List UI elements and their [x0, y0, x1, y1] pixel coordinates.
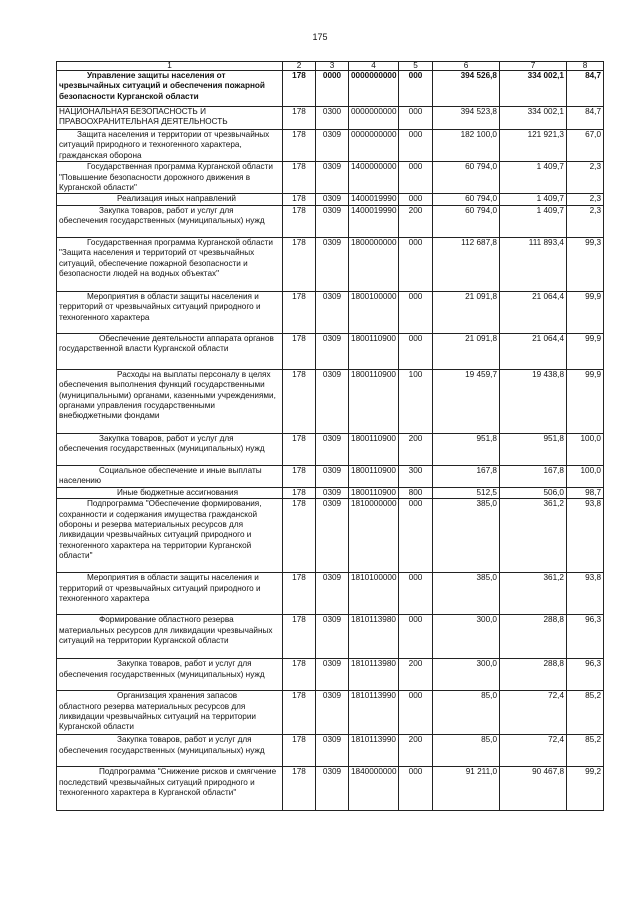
planned-amount: 60 794,0	[433, 194, 500, 205]
table-row	[57, 767, 604, 811]
executed-amount: 288,8	[500, 615, 567, 659]
execution-percent: 2,3	[567, 205, 604, 237]
execution-percent: 2,3	[567, 194, 604, 205]
section-code: 0309	[316, 573, 349, 615]
table-row	[57, 194, 604, 205]
executed-amount: 72,4	[500, 735, 567, 767]
table-row	[57, 237, 604, 291]
executed-amount: 72,4	[500, 691, 567, 735]
target-code: 0000000000	[349, 71, 399, 107]
section-code: 0309	[316, 767, 349, 811]
target-code: 1400019990	[349, 194, 399, 205]
item-name: Закупка товаров, работ и услуг для обеспечения государственных (муниципальных) нужд	[57, 205, 283, 237]
item-name: Закупка товаров, работ и услуг для обеспечения государственных (муниципальных) нужд	[57, 433, 283, 465]
target-code: 1840000000	[349, 767, 399, 811]
executed-amount: 1 409,7	[500, 194, 567, 205]
admin-code: 178	[283, 487, 316, 498]
execution-percent: 85,2	[567, 735, 604, 767]
execution-percent: 84,7	[567, 71, 604, 107]
item-name: Реализация иных направлений	[57, 194, 283, 205]
executed-amount: 361,2	[500, 573, 567, 615]
expense-type: 000	[399, 71, 433, 107]
expense-type: 200	[399, 659, 433, 691]
table-row	[57, 465, 604, 487]
column-header: 2	[283, 62, 316, 71]
table-row	[57, 573, 604, 615]
executed-amount: 1 409,7	[500, 205, 567, 237]
execution-percent: 100,0	[567, 465, 604, 487]
target-code: 1800110900	[349, 433, 399, 465]
target-code: 1800000000	[349, 237, 399, 291]
target-code: 1810100000	[349, 573, 399, 615]
item-name: Социальное обеспечение и иные выплаты населению	[57, 465, 283, 487]
planned-amount: 951,8	[433, 433, 500, 465]
admin-code: 178	[283, 767, 316, 811]
section-code: 0309	[316, 735, 349, 767]
admin-code: 178	[283, 205, 316, 237]
target-code: 1800110900	[349, 487, 399, 498]
planned-amount: 300,0	[433, 659, 500, 691]
expense-type: 200	[399, 433, 433, 465]
item-name: Государственная программа Курганской области "Повышение безопасности дорожного движения в Курганской области"	[57, 162, 283, 194]
table-row	[57, 130, 604, 162]
target-code: 1810113990	[349, 691, 399, 735]
column-header: 6	[433, 62, 500, 71]
executed-amount: 361,2	[500, 499, 567, 573]
planned-amount: 19 459,7	[433, 369, 500, 433]
expense-type: 000	[399, 162, 433, 194]
execution-percent: 99,9	[567, 369, 604, 433]
planned-amount: 21 091,8	[433, 291, 500, 333]
budget-table	[56, 61, 604, 811]
item-name: НАЦИОНАЛЬНАЯ БЕЗОПАСНОСТЬ И ПРАВООХРАНИТЕЛЬНАЯ ДЕЯТЕЛЬНОСТЬ	[57, 107, 283, 130]
admin-code: 178	[283, 499, 316, 573]
table-row	[57, 659, 604, 691]
admin-code: 178	[283, 615, 316, 659]
expense-type: 000	[399, 237, 433, 291]
section-code: 0309	[316, 487, 349, 498]
table-row	[57, 369, 604, 433]
execution-percent: 96,3	[567, 615, 604, 659]
item-name: Обеспечение деятельности аппарата органов государственной власти Курганской области	[57, 333, 283, 369]
item-name: Закупка товаров, работ и услуг для обеспечения государственных (муниципальных) нужд	[57, 735, 283, 767]
execution-percent: 93,8	[567, 499, 604, 573]
table-row	[57, 433, 604, 465]
target-code: 1800100000	[349, 291, 399, 333]
planned-amount: 85,0	[433, 735, 500, 767]
table-row	[57, 333, 604, 369]
expense-type: 000	[399, 130, 433, 162]
target-code: 1800110900	[349, 465, 399, 487]
expense-type: 000	[399, 767, 433, 811]
section-code: 0309	[316, 205, 349, 237]
target-code: 1400019990	[349, 205, 399, 237]
item-name: Государственная программа Курганской области "Защита населения и территорий от чрезвычайных ситуаций, обеспечение пожарной безопасности и безопасности людей на водных объектах"	[57, 237, 283, 291]
admin-code: 178	[283, 237, 316, 291]
planned-amount: 385,0	[433, 499, 500, 573]
execution-percent: 99,2	[567, 767, 604, 811]
column-header: 5	[399, 62, 433, 71]
admin-code: 178	[283, 107, 316, 130]
execution-percent: 99,9	[567, 291, 604, 333]
target-code: 1810113990	[349, 735, 399, 767]
section-code: 0309	[316, 369, 349, 433]
expense-type: 000	[399, 691, 433, 735]
column-header: 3	[316, 62, 349, 71]
executed-amount: 21 064,4	[500, 291, 567, 333]
section-code: 0309	[316, 615, 349, 659]
executed-amount: 19 438,8	[500, 369, 567, 433]
executed-amount: 121 921,3	[500, 130, 567, 162]
section-code: 0309	[316, 291, 349, 333]
admin-code: 178	[283, 291, 316, 333]
planned-amount: 300,0	[433, 615, 500, 659]
table-row	[57, 487, 604, 498]
table-row	[57, 205, 604, 237]
execution-percent: 93,8	[567, 573, 604, 615]
section-code: 0309	[316, 499, 349, 573]
target-code: 1800110900	[349, 333, 399, 369]
target-code: 1800110900	[349, 369, 399, 433]
admin-code: 178	[283, 735, 316, 767]
column-number-row	[57, 62, 604, 71]
planned-amount: 394 523,8	[433, 107, 500, 130]
expense-type: 300	[399, 465, 433, 487]
planned-amount: 112 687,8	[433, 237, 500, 291]
executed-amount: 167,8	[500, 465, 567, 487]
expense-type: 000	[399, 333, 433, 369]
item-name: Подпрограмма "Снижение рисков и смягчение последствий чрезвычайных ситуаций природного и техногенного характера в Курганской области"	[57, 767, 283, 811]
admin-code: 178	[283, 691, 316, 735]
table-row	[57, 615, 604, 659]
item-name: Управление защиты населения от чрезвычайных ситуаций и обеспечения пожарной безопасности Курганской области	[57, 71, 283, 107]
execution-percent: 85,2	[567, 691, 604, 735]
expense-type: 000	[399, 107, 433, 130]
table-row	[57, 71, 604, 107]
column-header: 7	[500, 62, 567, 71]
section-code: 0309	[316, 691, 349, 735]
table-row	[57, 291, 604, 333]
item-name: Иные бюджетные ассигнования	[57, 487, 283, 498]
column-header: 8	[567, 62, 604, 71]
planned-amount: 512,5	[433, 487, 500, 498]
expense-type: 200	[399, 735, 433, 767]
admin-code: 178	[283, 162, 316, 194]
execution-percent: 99,9	[567, 333, 604, 369]
expense-type: 000	[399, 573, 433, 615]
expense-type: 000	[399, 615, 433, 659]
section-code: 0300	[316, 107, 349, 130]
target-code: 1400000000	[349, 162, 399, 194]
item-name: Защита населения и территории от чрезвычайных ситуаций природного и техногенного характера, гражданская оборона	[57, 130, 283, 162]
execution-percent: 100,0	[567, 433, 604, 465]
section-code: 0309	[316, 433, 349, 465]
section-code: 0309	[316, 333, 349, 369]
planned-amount: 182 100,0	[433, 130, 500, 162]
admin-code: 178	[283, 130, 316, 162]
execution-percent: 96,3	[567, 659, 604, 691]
admin-code: 178	[283, 465, 316, 487]
executed-amount: 334 002,1	[500, 71, 567, 107]
table-row	[57, 107, 604, 130]
execution-percent: 99,3	[567, 237, 604, 291]
section-code: 0309	[316, 130, 349, 162]
planned-amount: 91 211,0	[433, 767, 500, 811]
executed-amount: 334 002,1	[500, 107, 567, 130]
item-name: Организация хранения запасов областного резерва материальных ресурсов для ликвидации чрезвычайных ситуаций на территории Курганской области	[57, 691, 283, 735]
planned-amount: 85,0	[433, 691, 500, 735]
column-header: 4	[349, 62, 399, 71]
target-code: 0000000000	[349, 130, 399, 162]
expense-type: 100	[399, 369, 433, 433]
page-number: 175	[312, 32, 328, 42]
section-code: 0309	[316, 465, 349, 487]
expense-type: 000	[399, 194, 433, 205]
section-code: 0309	[316, 162, 349, 194]
admin-code: 178	[283, 333, 316, 369]
planned-amount: 394 526,8	[433, 71, 500, 107]
executed-amount: 288,8	[500, 659, 567, 691]
execution-percent: 98,7	[567, 487, 604, 498]
target-code: 1810113980	[349, 615, 399, 659]
section-code: 0309	[316, 237, 349, 291]
item-name: Закупка товаров, работ и услуг для обеспечения государственных (муниципальных) нужд	[57, 659, 283, 691]
admin-code: 178	[283, 71, 316, 107]
section-code: 0309	[316, 194, 349, 205]
item-name: Формирование областного резерва материальных ресурсов для ликвидации чрезвычайных ситуаций на территории Курганской области	[57, 615, 283, 659]
item-name: Мероприятия в области защиты населения и территорий от чрезвычайных ситуаций природного и техногенного характера	[57, 291, 283, 333]
table-row	[57, 499, 604, 573]
table-row	[57, 735, 604, 767]
planned-amount: 385,0	[433, 573, 500, 615]
execution-percent: 84,7	[567, 107, 604, 130]
execution-percent: 2,3	[567, 162, 604, 194]
section-code: 0000	[316, 71, 349, 107]
executed-amount: 111 893,4	[500, 237, 567, 291]
target-code: 1810113980	[349, 659, 399, 691]
target-code: 0000000000	[349, 107, 399, 130]
item-name: Мероприятия в области защиты населения и территорий от чрезвычайных ситуаций природного и техногенного характера	[57, 573, 283, 615]
admin-code: 178	[283, 659, 316, 691]
table-row	[57, 691, 604, 735]
admin-code: 178	[283, 369, 316, 433]
executed-amount: 951,8	[500, 433, 567, 465]
expense-type: 800	[399, 487, 433, 498]
planned-amount: 21 091,8	[433, 333, 500, 369]
expense-type: 000	[399, 291, 433, 333]
item-name: Расходы на выплаты персоналу в целях обеспечения выполнения функций государственными (муниципальными) органами, казенными учреждениями, органами управления государственными внебюджетными фондами	[57, 369, 283, 433]
executed-amount: 90 467,8	[500, 767, 567, 811]
planned-amount: 60 794,0	[433, 162, 500, 194]
expense-type: 200	[399, 205, 433, 237]
admin-code: 178	[283, 194, 316, 205]
executed-amount: 1 409,7	[500, 162, 567, 194]
admin-code: 178	[283, 573, 316, 615]
expense-type: 000	[399, 499, 433, 573]
section-code: 0309	[316, 659, 349, 691]
execution-percent: 67,0	[567, 130, 604, 162]
table-row	[57, 162, 604, 194]
column-header: 1	[57, 62, 283, 71]
admin-code: 178	[283, 433, 316, 465]
executed-amount: 506,0	[500, 487, 567, 498]
executed-amount: 21 064,4	[500, 333, 567, 369]
target-code: 1810000000	[349, 499, 399, 573]
item-name: Подпрограмма "Обеспечение формирования, сохранности и содержания имущества гражданской обороны и резерва материальных ресурсов для ликвидации чрезвычайных ситуаций природного и техногенного характера на территории Курганской области"	[57, 499, 283, 573]
planned-amount: 60 794,0	[433, 205, 500, 237]
planned-amount: 167,8	[433, 465, 500, 487]
